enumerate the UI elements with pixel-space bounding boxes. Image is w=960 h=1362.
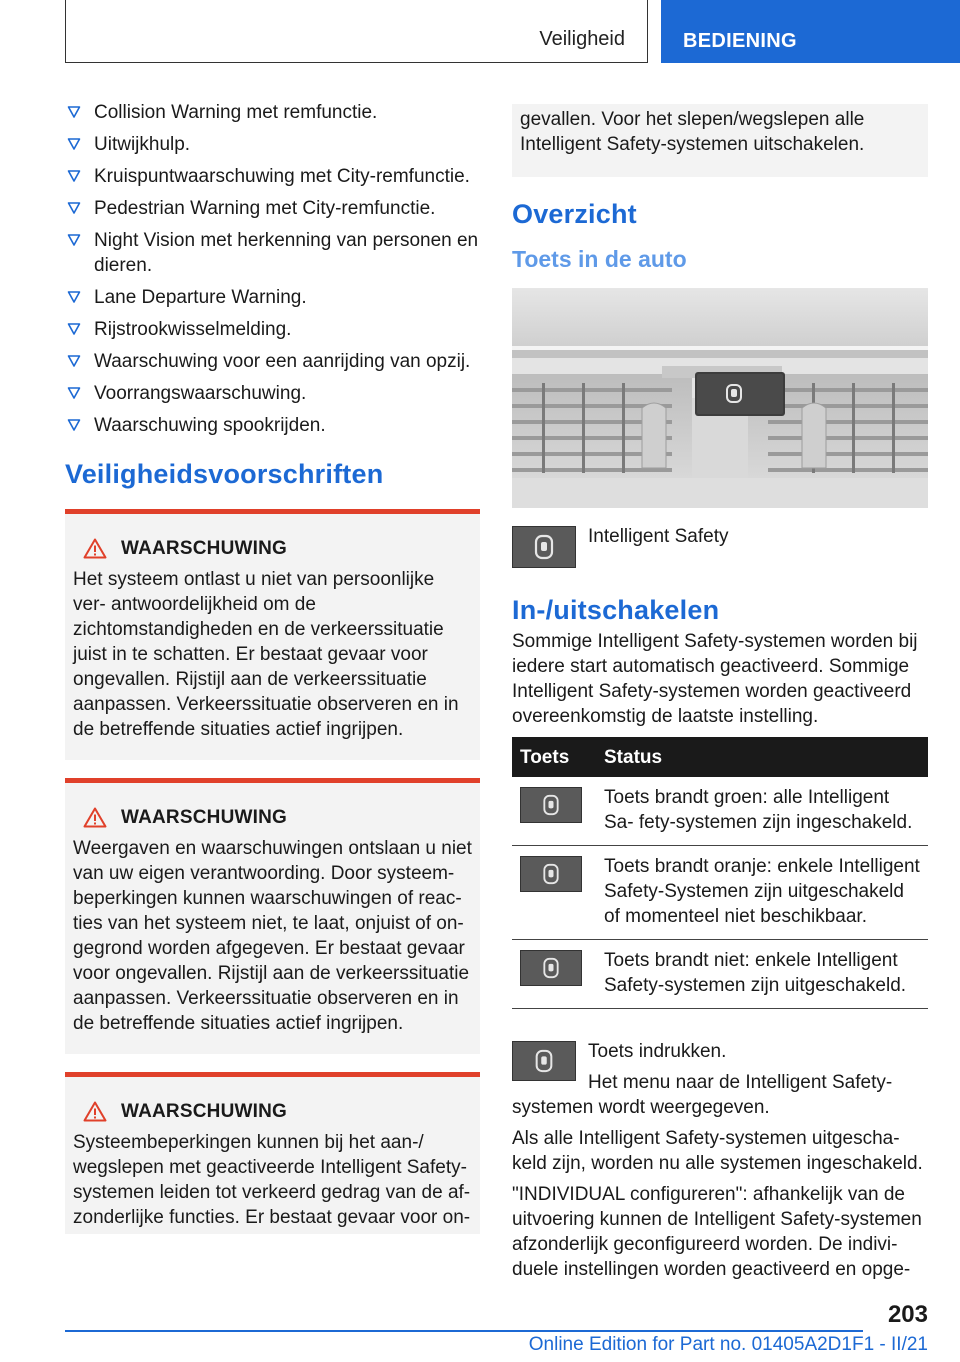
warning-header: [83, 805, 472, 830]
warning-text: Het systeem ontlast u niet van persoonlijke ver- antwoordelijkheid om de zichtomstandigheden en de verkeerssituatie juist in te schatten. Er bestaat gevaar voor ongevallen. Rijstijl aan de verkeerssituatie aanpassen. Verkeerssituatie observeren en in de betreffende situaties actief ingrijpen.: [73, 569, 459, 740]
warning-title: WAARSCHUWING: [121, 807, 287, 828]
section-title: Veiligheid: [539, 28, 625, 50]
table-cell-icon: [512, 940, 596, 1009]
table-row: [512, 940, 928, 1009]
overview-heading: Overzicht: [512, 199, 637, 229]
bullet-item: [65, 317, 480, 342]
triangle-bullet-icon: [67, 290, 81, 304]
table-row: [512, 777, 928, 846]
warning-text: Systeembeperkingen kunnen bij het aan-/ wegslepen met geactiveerde Intelligent Safety- systemen leiden tot verkeerd gedrag van de af- zonderlijke functies. Er bestaat gevaar voor on-: [73, 1132, 471, 1228]
triangle-bullet-icon: [67, 169, 81, 183]
chapter-title: BEDIENING: [683, 30, 797, 52]
footer-edition: Online Edition for Part no. 01405A2D1F1 - II/21: [528, 1334, 928, 1355]
right-column: [512, 100, 928, 1282]
warning-continued-text: gevallen. Voor het slepen/wegslepen alle Intelligent Safety-systemen uitschakelen.: [520, 109, 865, 155]
warning-triangle-icon: [83, 807, 107, 828]
warning-title: WAARSCHUWING: [121, 1101, 287, 1122]
warning-header: [83, 1099, 472, 1124]
warning-box: [65, 778, 480, 1054]
bullet-text: Kruispuntwaarschuwing met City-remfunctie.: [94, 166, 470, 187]
triangle-bullet-icon: [67, 233, 81, 247]
triangle-bullet-icon: [67, 322, 81, 336]
bullet-text: Waarschuwing voor een aanrijding van opzij.: [94, 351, 471, 372]
triangle-bullet-icon: [67, 105, 81, 119]
warning-text: Weergaven en waarschuwingen ontslaan u niet van uw eigen verantwoording. Door systeem- beperkingen kunnen waarschuwingen of reac- ties van het systeem niet, te laat, onjuist of on- gegrond worden afgegeven. Er bestaat gevaar voor ongevallen. Rijstijl aan de verkeerssituatie aanpassen. Verkeerssituatie observeren en in de betreffende situaties actief ingrijpen.: [73, 838, 472, 1034]
bullet-text: Waarschuwing spookrijden.: [94, 415, 326, 436]
triangle-bullet-icon: [67, 354, 81, 368]
paragraph-all-on: Als alle Intelligent Safety-systemen uitgescha- keld zijn, worden nu alle systemen ingeschakeld.: [512, 1128, 923, 1174]
button-orange-icon: [520, 856, 582, 892]
warning-continuation: [512, 104, 928, 177]
bullet-item: [65, 413, 480, 438]
triangle-bullet-icon: [67, 418, 81, 432]
warning-header: [83, 536, 472, 561]
table-header-row: [512, 737, 928, 777]
table-row: [512, 846, 928, 940]
bullet-item: [65, 285, 480, 310]
warning-box: [65, 1072, 480, 1234]
press-instruction: [512, 1039, 928, 1120]
button-caption: Intelligent Safety: [588, 526, 729, 547]
bullet-text: Uitwijkhulp.: [94, 134, 191, 155]
bullet-text: Night Vision met herkenning van personen en dieren.: [94, 230, 479, 276]
bullet-item: [65, 381, 480, 406]
onoff-text: Sommige Intelligent Safety-systemen worden bij iedere start automatisch geactiveerd. Sommige Intelligent Safety-systemen worden geactiveerd overeenkomstig de laatste instelling.: [512, 631, 918, 727]
table-cell-icon: [512, 777, 596, 846]
warning-triangle-icon: [83, 538, 107, 559]
header-section-box: [65, 0, 648, 63]
warning-box: [65, 509, 480, 760]
warning-triangle-icon: [83, 1101, 107, 1122]
bullet-item: [65, 100, 480, 125]
press-label: Toets indrukken.: [588, 1041, 727, 1062]
table-cell-status: Toets brandt groen: alle Intelligent Sa- fety-systemen zijn ingeschakeld.: [596, 777, 928, 846]
page-number: 203: [887, 1301, 928, 1328]
bullet-text: Rijstrookwisselmelding.: [94, 319, 292, 340]
safety-heading: Veiligheidsvoorschriften: [65, 459, 384, 489]
table-cell-status: Toets brandt niet: enkele Intelligent Safety-systemen zijn uitgeschakeld.: [596, 940, 928, 1009]
button-legend: [512, 526, 928, 568]
bullet-item: [65, 132, 480, 157]
button-off-icon: [520, 950, 582, 986]
triangle-bullet-icon: [67, 386, 81, 400]
bullet-text: Pedestrian Warning met City-remfunctie.: [94, 198, 436, 219]
dashboard-illustration: [512, 288, 928, 508]
table-cell-icon: [512, 846, 596, 940]
left-column: [65, 100, 480, 1252]
table-header-status: Status: [596, 737, 928, 777]
paragraph-individual: "INDIVIDUAL configureren": afhankelijk van de uitvoering kunnen de Intelligent Safety-systemen afzonderlijk geconfigureerd worden. De indivi- duele instellingen worden geactiveerd en opge-: [512, 1184, 922, 1280]
button-heading: Toets in de auto: [512, 246, 687, 272]
triangle-bullet-icon: [67, 201, 81, 215]
car-interior-photo: [512, 288, 928, 508]
press-text: Het menu naar de Intelligent Safety- systemen wordt weergegeven.: [512, 1072, 893, 1118]
bullet-text: Lane Departure Warning.: [94, 287, 307, 308]
intelligent-safety-button-icon: [512, 1041, 576, 1081]
table-cell-status: Toets brandt oranje: enkele Intelligent Safety-Systemen zijn uitgeschakeld of momenteel niet beschikbaar.: [596, 846, 928, 940]
table-header-button: Toets: [512, 737, 596, 777]
footer-divider: [65, 1330, 863, 1332]
bullet-item: [65, 349, 480, 374]
header-chapter-tab: [661, 0, 960, 63]
button-green-icon: [520, 787, 582, 823]
bullet-item: [65, 228, 480, 278]
bullet-text: Collision Warning met remfunctie.: [94, 102, 378, 123]
bullet-item: [65, 164, 480, 189]
triangle-bullet-icon: [67, 137, 81, 151]
warning-title: WAARSCHUWING: [121, 538, 287, 559]
feature-list: [65, 100, 480, 438]
status-table: [512, 737, 928, 1009]
bullet-item: [65, 196, 480, 221]
onoff-heading: In-/uitschakelen: [512, 595, 720, 625]
bullet-text: Voorrangswaarschuwing.: [94, 383, 307, 404]
intelligent-safety-button-icon: [512, 526, 576, 568]
